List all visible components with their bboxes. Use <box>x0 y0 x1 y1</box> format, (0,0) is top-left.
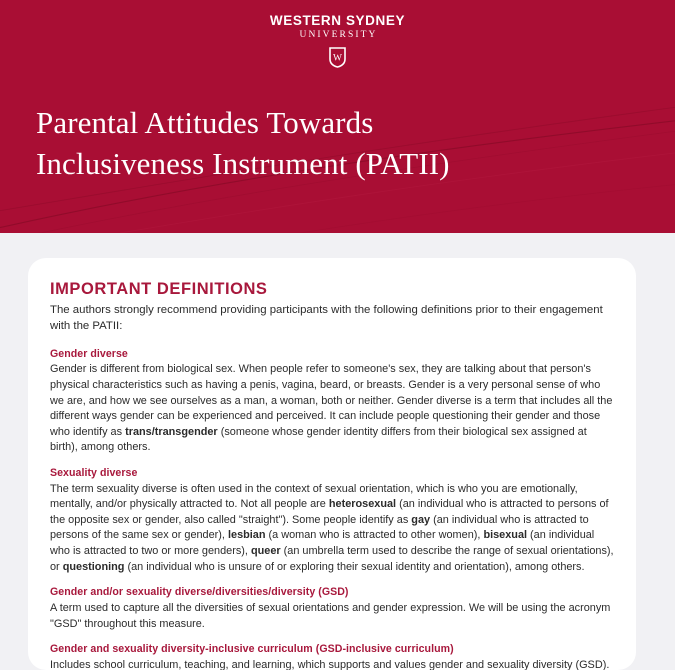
definition-term: Gender and/or sexuality diverse/diversities/diversity (GSD) <box>50 586 349 599</box>
definition-item <box>50 643 614 670</box>
card-intro-text: The authors strongly recommend providing participants with the following definitions prior to their engagement with the PATII: <box>50 304 603 332</box>
page-title-line-1: Parental Attitudes Towards <box>36 104 374 140</box>
definition-item <box>50 467 614 575</box>
page-title-line-2: Inclusiveness Instrument (PATII) <box>36 145 450 181</box>
definition-body: Includes school curriculum, teaching, and learning, which supports and values gender and sexuality diversity (GSD). <box>50 658 610 670</box>
svg-text:W: W <box>333 53 342 64</box>
definition-body: A term used to capture all the diversities of sexual orientations and gender expression. We will be using the acronym "GSD" throughout this measure. <box>50 602 611 630</box>
page-content-area <box>0 233 675 670</box>
definition-term: Sexuality diverse <box>50 466 138 479</box>
page-title <box>36 102 635 184</box>
definition-term: Gender and sexuality diversity-inclusive curriculum (GSD-inclusive curriculum) <box>50 643 454 656</box>
definition-item <box>50 348 614 456</box>
logo-wordmark: WESTERN SYDNEY <box>269 13 406 28</box>
definition-body: The term sexuality diverse is often used in the context of sexual orientation, which is who you are emotionally, mentally, and/or physically attracted to. Not all people are heterosexual (an individual who is attracted to persons of the opposite sex or gender, also called "straight"). Some people identify as gay (an individual who is attracted to persons of the same sex or gender), lesbian (a woman who is attracted to other women), bisexual (an individual who is attracted to two or more genders), queer (an umbrella term used to describe the range of sexual orientations), or questioning (an individual who is unsure of or exploring their sexual identity and orientation), among others. <box>50 482 614 573</box>
definitions-list <box>50 348 614 670</box>
definition-body: Gender is different from biological sex. When people refer to someone's sex, they are talking about that person's physical characteristics such as having a penis, vagina, beard, or breasts. Gender is a very personal sense of who we are, and how we see ourselves as a man, a woman, both or neither. Gender diverse is a term that includes all the different ways gender can be experienced and perceived. It can include people questioning their gender and those who identify as trans/transgender (someone whose gender identity differs from their biological sex assigned at birth), among others. <box>50 363 613 454</box>
definition-item <box>50 586 614 632</box>
logo-subword: UNIVERSITY <box>299 29 378 40</box>
card-heading: IMPORTANT DEFINITIONS <box>50 280 268 298</box>
definition-term: Gender diverse <box>50 347 128 360</box>
university-logo <box>0 14 675 73</box>
definitions-card <box>28 258 636 670</box>
page-banner <box>0 0 675 233</box>
shield-icon <box>329 47 346 68</box>
